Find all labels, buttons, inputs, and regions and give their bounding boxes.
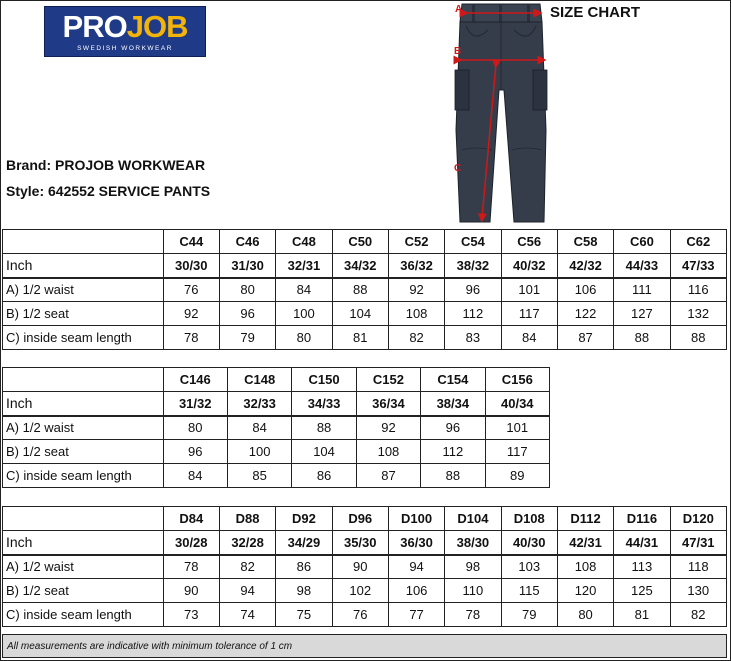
row-label: Inch [3, 254, 164, 278]
measurement-cell: 78 [445, 603, 501, 627]
table-row-inch [3, 392, 550, 416]
table-row-waist [3, 278, 727, 302]
measurement-cell: 84 [163, 464, 227, 488]
size-table-c-long [2, 367, 550, 488]
measurement-cell: 30/28 [163, 531, 219, 555]
measurement-cell: 90 [163, 579, 219, 603]
size-code-cell: C152 [356, 368, 420, 392]
measurement-cell: 84 [227, 416, 291, 440]
measurement-cell: 36/34 [356, 392, 420, 416]
measurement-cell: 96 [163, 440, 227, 464]
measurement-cell: 82 [219, 555, 275, 579]
measurement-cell: 31/32 [163, 392, 227, 416]
measurement-cell: 87 [356, 464, 420, 488]
measurement-cell: 35/30 [332, 531, 388, 555]
measurement-cell: 100 [276, 302, 332, 326]
measurement-cell: 101 [485, 416, 549, 440]
size-table-c-regular [2, 229, 727, 350]
marker-b: B [454, 46, 462, 57]
measurement-cell: 88 [332, 278, 388, 302]
size-code-cell: D112 [557, 507, 613, 531]
measurement-cell: 34/33 [292, 392, 356, 416]
size-code-cell: C150 [292, 368, 356, 392]
marker-c: C [454, 163, 462, 174]
measurement-cell: 98 [276, 579, 332, 603]
measurement-cell: 31/30 [219, 254, 275, 278]
measurement-cell: 84 [276, 278, 332, 302]
row-label: C) inside seam length [3, 603, 164, 627]
measurement-cell: 38/32 [445, 254, 501, 278]
measurement-cell: 79 [501, 603, 557, 627]
measurement-cell: 127 [614, 302, 670, 326]
size-code-cell: D96 [332, 507, 388, 531]
measurement-cell: 112 [445, 302, 501, 326]
measurement-cell: 74 [219, 603, 275, 627]
measurement-cell: 87 [557, 326, 613, 350]
table-row-inseam [3, 603, 727, 627]
measurement-cell: 80 [219, 278, 275, 302]
measurement-cell: 106 [388, 579, 444, 603]
measurement-cell: 81 [332, 326, 388, 350]
measurement-cell: 92 [163, 302, 219, 326]
size-code-cell: C156 [485, 368, 549, 392]
measurement-cell: 101 [501, 278, 557, 302]
measurement-cell: 122 [557, 302, 613, 326]
table-row-inseam [3, 464, 550, 488]
row-label: B) 1/2 seat [3, 579, 164, 603]
measurement-cell: 92 [356, 416, 420, 440]
measurement-cell: 96 [421, 416, 485, 440]
size-code-cell: D104 [445, 507, 501, 531]
size-code-cell: C60 [614, 230, 670, 254]
size-code-cell: D116 [614, 507, 670, 531]
measurement-cell: 94 [388, 555, 444, 579]
size-code-cell: C50 [332, 230, 388, 254]
measurement-cell: 86 [276, 555, 332, 579]
measurement-cell: 47/31 [670, 531, 726, 555]
measurement-cell: 104 [292, 440, 356, 464]
row-label: A) 1/2 waist [3, 278, 164, 302]
measurement-cell: 82 [670, 603, 726, 627]
measurement-cell: 78 [163, 555, 219, 579]
measurement-cell: 80 [557, 603, 613, 627]
table-row-waist [3, 555, 727, 579]
row-label [3, 507, 164, 531]
tolerance-note: All measurements are indicative with minimum tolerance of 1 cm [2, 634, 727, 658]
measurement-cell: 117 [485, 440, 549, 464]
style-line: Style: 642552 SERVICE PANTS [6, 183, 211, 199]
measurement-cell: 44/31 [614, 531, 670, 555]
measurement-cell: 132 [670, 302, 726, 326]
size-code-cell: C148 [227, 368, 291, 392]
measurement-cell: 77 [388, 603, 444, 627]
table-row-inch [3, 531, 727, 555]
measurement-cell: 94 [219, 579, 275, 603]
measurement-cell: 75 [276, 603, 332, 627]
measurement-cell: 42/32 [557, 254, 613, 278]
size-code-cell: C154 [421, 368, 485, 392]
measurement-cell: 108 [356, 440, 420, 464]
row-label: B) 1/2 seat [3, 302, 164, 326]
measurement-cell: 88 [421, 464, 485, 488]
measurement-cell: 120 [557, 579, 613, 603]
marker-a: A [455, 4, 463, 15]
measurement-cell: 32/28 [219, 531, 275, 555]
size-code-cell: C146 [163, 368, 227, 392]
measurement-cell: 116 [670, 278, 726, 302]
size-code-cell: C62 [670, 230, 726, 254]
size-code-cell: C46 [219, 230, 275, 254]
measurement-cell: 34/29 [276, 531, 332, 555]
measurement-cell: 112 [421, 440, 485, 464]
table-row-codes [3, 368, 550, 392]
brand-line: Brand: PROJOB WORKWEAR [6, 157, 206, 173]
measurement-cell: 130 [670, 579, 726, 603]
size-code-cell: C58 [557, 230, 613, 254]
measurement-cell: 92 [388, 278, 444, 302]
size-code-cell: D92 [276, 507, 332, 531]
measurement-cell: 83 [445, 326, 501, 350]
measurement-cell: 40/30 [501, 531, 557, 555]
row-label: C) inside seam length [3, 464, 164, 488]
measurement-cell: 98 [445, 555, 501, 579]
measurement-cell: 111 [614, 278, 670, 302]
measurement-cell: 100 [227, 440, 291, 464]
measurement-cell: 30/30 [163, 254, 219, 278]
row-label: Inch [3, 392, 164, 416]
size-code-cell: D100 [388, 507, 444, 531]
size-code-cell: D88 [219, 507, 275, 531]
measurement-cell: 78 [163, 326, 219, 350]
measurement-cell: 118 [670, 555, 726, 579]
measurement-cell: 96 [219, 302, 275, 326]
size-code-cell: C56 [501, 230, 557, 254]
measurement-cell: 79 [219, 326, 275, 350]
measurement-cell: 81 [614, 603, 670, 627]
measurement-cell: 96 [445, 278, 501, 302]
measurement-cell: 82 [388, 326, 444, 350]
row-label [3, 230, 164, 254]
size-code-cell: D84 [163, 507, 219, 531]
table-row-codes [3, 230, 727, 254]
measurement-cell: 85 [227, 464, 291, 488]
row-label: A) 1/2 waist [3, 555, 164, 579]
table-row-seat [3, 302, 727, 326]
measurement-cell: 108 [388, 302, 444, 326]
logo-tagline: SWEDISH WORKWEAR [77, 45, 173, 52]
measurement-cell: 40/32 [501, 254, 557, 278]
table-row-codes [3, 507, 727, 531]
measurement-cell: 38/34 [421, 392, 485, 416]
table-row-seat [3, 440, 550, 464]
size-code-cell: D108 [501, 507, 557, 531]
measurement-cell: 117 [501, 302, 557, 326]
size-code-cell: C54 [445, 230, 501, 254]
measurement-cell: 110 [445, 579, 501, 603]
measurement-cell: 104 [332, 302, 388, 326]
measurement-cell: 113 [614, 555, 670, 579]
measurement-cell: 76 [163, 278, 219, 302]
measurement-cell: 115 [501, 579, 557, 603]
measurement-cell: 103 [501, 555, 557, 579]
row-label: B) 1/2 seat [3, 440, 164, 464]
projob-logo [44, 6, 206, 57]
measurement-cell: 88 [292, 416, 356, 440]
table-row-waist [3, 416, 550, 440]
measurement-cell: 80 [163, 416, 227, 440]
measurement-cell: 40/34 [485, 392, 549, 416]
table-row-inseam [3, 326, 727, 350]
size-code-cell: D120 [670, 507, 726, 531]
measurement-cell: 89 [485, 464, 549, 488]
row-label: Inch [3, 531, 164, 555]
measurement-cell: 34/32 [332, 254, 388, 278]
measurement-cell: 106 [557, 278, 613, 302]
pants-measurement-illustration [452, 0, 550, 226]
measurement-cell: 44/33 [614, 254, 670, 278]
row-label [3, 368, 164, 392]
size-code-cell: C44 [163, 230, 219, 254]
measurement-cell: 47/33 [670, 254, 726, 278]
measurement-cell: 86 [292, 464, 356, 488]
row-label: C) inside seam length [3, 326, 164, 350]
measurement-cell: 36/30 [388, 531, 444, 555]
measurement-cell: 32/33 [227, 392, 291, 416]
measurement-cell: 73 [163, 603, 219, 627]
logo-wordmark: PROJOB [62, 9, 188, 44]
measurement-cell: 108 [557, 555, 613, 579]
measurement-cell: 36/32 [388, 254, 444, 278]
measurement-cell: 42/31 [557, 531, 613, 555]
measurement-cell: 102 [332, 579, 388, 603]
measurement-cell: 38/30 [445, 531, 501, 555]
size-code-cell: C48 [276, 230, 332, 254]
row-label: A) 1/2 waist [3, 416, 164, 440]
measurement-cell: 125 [614, 579, 670, 603]
measurement-cell: 84 [501, 326, 557, 350]
measurement-cell: 90 [332, 555, 388, 579]
size-table-d-short [2, 506, 727, 627]
measurement-cell: 32/31 [276, 254, 332, 278]
table-row-seat [3, 579, 727, 603]
measurement-cell: 88 [614, 326, 670, 350]
size-code-cell: C52 [388, 230, 444, 254]
chart-title: SIZE CHART [550, 4, 640, 21]
measurement-cell: 88 [670, 326, 726, 350]
table-row-inch [3, 254, 727, 278]
measurement-cell: 76 [332, 603, 388, 627]
measurement-cell: 80 [276, 326, 332, 350]
